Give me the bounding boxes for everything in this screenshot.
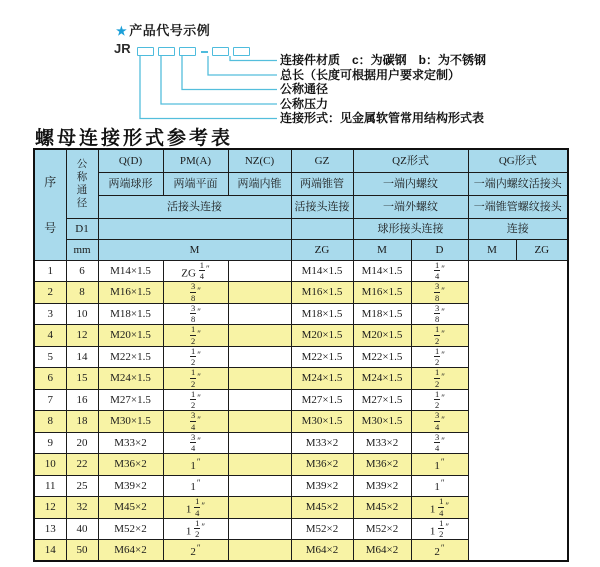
cell-qg-zg: 1 $\frac{1}{4}$ ″ <box>411 497 468 519</box>
header-seq: 序号 <box>34 149 66 260</box>
cell-qg-zg: 1 $\frac{1}{2}$ ″ <box>411 518 468 540</box>
cell-qg-zg: $\frac{1}{4}$ ″ <box>411 260 468 282</box>
header-unit-m2: M <box>353 239 411 260</box>
callout-connection: 连接形式：见金属软管常用结构形式表 <box>280 111 485 125</box>
cell-qz-m <box>228 411 291 433</box>
header-pma: PM(A) <box>163 149 228 172</box>
callout-diameter: 公称通径 <box>280 82 329 96</box>
cell-qz-d: M33×2 <box>291 432 353 454</box>
cell-qg-m: M16×1.5 <box>353 282 411 304</box>
cell-qg-m: M33×2 <box>353 432 411 454</box>
header-gz-desc: 两端锥管 <box>291 172 353 195</box>
cell-qz-d: M30×1.5 <box>291 411 353 433</box>
header-union-conn-2: 活接头连接 <box>291 195 353 218</box>
cell-qz-d: M45×2 <box>291 497 353 519</box>
cell-qg-m: M39×2 <box>353 475 411 497</box>
cell-m: M24×1.5 <box>98 368 163 390</box>
cell-dn-mm: 22 <box>66 454 98 476</box>
cell-qz-m <box>228 368 291 390</box>
cell-qz-d: M20×1.5 <box>291 325 353 347</box>
callout-material: 连接件材质 c：为碳钢 b：为不锈钢 <box>280 53 487 67</box>
code-prefix: JR <box>114 41 131 56</box>
cell-gz-zg: 1 $\frac{1}{4}$ ″ <box>163 497 228 519</box>
cell-qg-zg: $\frac{3}{8}$ ″ <box>411 303 468 325</box>
cell-dn-mm: 16 <box>66 389 98 411</box>
cell-qg-m: M20×1.5 <box>353 325 411 347</box>
cell-m: M20×1.5 <box>98 325 163 347</box>
code-box <box>212 47 229 56</box>
cell-gz-zg: ZG $\frac{1}{4}$ ″ <box>163 260 228 282</box>
header-unit-m3: M <box>468 239 516 260</box>
table-row <box>34 432 568 454</box>
cell-seq: 3 <box>34 303 66 325</box>
header-unit-zg2: ZG <box>516 239 568 260</box>
code-box <box>137 47 154 56</box>
cell-qg-m: M14×1.5 <box>353 260 411 282</box>
cell-qz-d: M39×2 <box>291 475 353 497</box>
code-dash <box>201 51 208 53</box>
header-ball-joint-conn: 球形接头连接 <box>353 218 468 239</box>
header-qz-desc2: 一端外螺纹 <box>353 195 468 218</box>
cell-gz-zg: $\frac{3}{8}$ ″ <box>163 282 228 304</box>
cell-qz-m <box>228 282 291 304</box>
cell-dn-mm: 20 <box>66 432 98 454</box>
cell-qg-zg: 1″ <box>411 475 468 497</box>
cell-qz-d: M27×1.5 <box>291 389 353 411</box>
table-row <box>34 454 568 476</box>
cell-qz-d: M16×1.5 <box>291 282 353 304</box>
cell-qz-d: M52×2 <box>291 518 353 540</box>
cell-qg-zg: 2″ <box>411 540 468 562</box>
cell-qg-zg: $\frac{1}{2}$ ″ <box>411 325 468 347</box>
cell-qz-m <box>228 325 291 347</box>
header-qg-desc2: 一端锥管螺纹接头 <box>468 195 568 218</box>
cell-dn-mm: 8 <box>66 282 98 304</box>
cell-gz-zg: $\frac{1}{2}$ ″ <box>163 368 228 390</box>
cell-gz-zg: 1 $\frac{1}{2}$ ″ <box>163 518 228 540</box>
nut-connection-table <box>33 148 569 562</box>
table-title: 螺母连接形式参考表 <box>35 127 234 149</box>
cell-qz-d: M22×1.5 <box>291 346 353 368</box>
table-row <box>34 346 568 368</box>
cell-seq: 5 <box>34 346 66 368</box>
header-gz: GZ <box>291 149 353 172</box>
table-row <box>34 368 568 390</box>
header-qg-form: QG形式 <box>468 149 568 172</box>
cell-gz-zg: 2″ <box>163 540 228 562</box>
code-box <box>158 47 175 56</box>
cell-seq: 9 <box>34 432 66 454</box>
code-box <box>179 47 196 56</box>
cell-qg-zg: $\frac{3}{4}$ ″ <box>411 411 468 433</box>
callout-pressure: 公称压力 <box>280 96 329 111</box>
cell-m: M14×1.5 <box>98 260 163 282</box>
code-box <box>233 47 250 56</box>
cell-dn-mm: 18 <box>66 411 98 433</box>
table-row <box>34 497 568 519</box>
cell-seq: 14 <box>34 540 66 562</box>
cell-seq: 2 <box>34 282 66 304</box>
table-row <box>34 389 568 411</box>
cell-qz-m <box>228 540 291 562</box>
header-qz-desc: 一端内螺纹 <box>353 172 468 195</box>
code-boxes <box>137 47 254 56</box>
header-nzc: NZ(C) <box>228 149 291 172</box>
table-body <box>34 260 568 561</box>
cell-qz-m <box>228 432 291 454</box>
cell-qz-m <box>228 346 291 368</box>
header-mm: mm <box>66 239 98 260</box>
cell-gz-zg: $\frac{1}{2}$ ″ <box>163 346 228 368</box>
cell-m: M30×1.5 <box>98 411 163 433</box>
cell-qg-m: M45×2 <box>353 497 411 519</box>
cell-m: M18×1.5 <box>98 303 163 325</box>
table-row <box>34 475 568 497</box>
table-row <box>34 518 568 540</box>
cell-dn-mm: 12 <box>66 325 98 347</box>
cell-qz-m <box>228 389 291 411</box>
cell-seq: 1 <box>34 260 66 282</box>
cell-qg-zg: $\frac{1}{2}$ ″ <box>411 346 468 368</box>
cell-gz-zg: $\frac{3}{4}$ ″ <box>163 432 228 454</box>
header-unit-m1: M <box>98 239 291 260</box>
product-code-heading-text: 产品代号示例 <box>129 23 211 38</box>
cell-dn-mm: 6 <box>66 260 98 282</box>
table-row <box>34 540 568 562</box>
cell-gz-zg: $\frac{3}{8}$ ″ <box>163 303 228 325</box>
header-nominal-diameter: 公称通径 <box>66 149 98 218</box>
cell-dn-mm: 25 <box>66 475 98 497</box>
cell-qg-m: M24×1.5 <box>353 368 411 390</box>
cell-seq: 10 <box>34 454 66 476</box>
cell-qz-d: M14×1.5 <box>291 260 353 282</box>
cell-qg-zg: $\frac{3}{4}$ ″ <box>411 432 468 454</box>
cell-m: M36×2 <box>98 454 163 476</box>
cell-seq: 13 <box>34 518 66 540</box>
cell-qz-m <box>228 475 291 497</box>
header-unit-d: D <box>411 239 468 260</box>
cell-seq: 12 <box>34 497 66 519</box>
table-row <box>34 282 568 304</box>
cell-qg-m: M52×2 <box>353 518 411 540</box>
cell-gz-zg: $\frac{1}{2}$ ″ <box>163 389 228 411</box>
header-blank-gz <box>291 218 353 239</box>
cell-qg-m: M18×1.5 <box>353 303 411 325</box>
product-code-heading <box>116 20 210 39</box>
star-icon: ★ <box>116 24 128 38</box>
cell-m: M64×2 <box>98 540 163 562</box>
cell-qg-zg: $\frac{1}{2}$ ″ <box>411 389 468 411</box>
cell-seq: 8 <box>34 411 66 433</box>
callout-length: 总长（长度可根据用户要求定制） <box>280 67 461 82</box>
cell-seq: 6 <box>34 368 66 390</box>
header-qd: Q(D) <box>98 149 163 172</box>
cell-gz-zg: $\frac{3}{4}$ ″ <box>163 411 228 433</box>
cell-seq: 11 <box>34 475 66 497</box>
cell-qz-m <box>228 518 291 540</box>
header-qz-form: QZ形式 <box>353 149 468 172</box>
table-row <box>34 411 568 433</box>
cell-dn-mm: 14 <box>66 346 98 368</box>
cell-dn-mm: 15 <box>66 368 98 390</box>
cell-qg-m: M64×2 <box>353 540 411 562</box>
cell-m: M52×2 <box>98 518 163 540</box>
cell-qz-m <box>228 454 291 476</box>
cell-m: M33×2 <box>98 432 163 454</box>
cell-m: M45×2 <box>98 497 163 519</box>
cell-m: M22×1.5 <box>98 346 163 368</box>
header-union-conn-1: 活接头连接 <box>98 195 291 218</box>
header-blank-m <box>98 218 291 239</box>
cell-dn-mm: 10 <box>66 303 98 325</box>
cell-qg-zg: $\frac{1}{2}$ ″ <box>411 368 468 390</box>
table-row <box>34 303 568 325</box>
cell-m: M39×2 <box>98 475 163 497</box>
cell-gz-zg: 1″ <box>163 454 228 476</box>
cell-qg-zg: $\frac{3}{8}$ ″ <box>411 282 468 304</box>
cell-m: M27×1.5 <box>98 389 163 411</box>
header-unit-zg1: ZG <box>291 239 353 260</box>
cell-qg-m: M27×1.5 <box>353 389 411 411</box>
header-qg-desc: 一端内螺纹活接头 <box>468 172 568 195</box>
cell-qz-m <box>228 260 291 282</box>
table-row <box>34 260 568 282</box>
cell-seq: 4 <box>34 325 66 347</box>
cell-qz-m <box>228 497 291 519</box>
cell-qz-d: M24×1.5 <box>291 368 353 390</box>
cell-qg-zg: 1″ <box>411 454 468 476</box>
cell-gz-zg: $\frac{1}{2}$ ″ <box>163 325 228 347</box>
cell-m: M16×1.5 <box>98 282 163 304</box>
cell-dn-mm: 50 <box>66 540 98 562</box>
header-nzc-desc: 两端内锥 <box>228 172 291 195</box>
cell-qg-m: M30×1.5 <box>353 411 411 433</box>
cell-dn-mm: 32 <box>66 497 98 519</box>
cell-dn-mm: 40 <box>66 518 98 540</box>
cell-qz-d: M36×2 <box>291 454 353 476</box>
cell-qz-d: M64×2 <box>291 540 353 562</box>
header-conn: 连接 <box>468 218 568 239</box>
cell-seq: 7 <box>34 389 66 411</box>
header-d1: D1 <box>66 218 98 239</box>
cell-qz-d: M18×1.5 <box>291 303 353 325</box>
cell-qg-m: M22×1.5 <box>353 346 411 368</box>
cell-qg-m: M36×2 <box>353 454 411 476</box>
table-row <box>34 325 568 347</box>
header-qd-desc: 两端球形 <box>98 172 163 195</box>
cell-qz-m <box>228 303 291 325</box>
cell-gz-zg: 1″ <box>163 475 228 497</box>
header-pma-desc: 两端平面 <box>163 172 228 195</box>
